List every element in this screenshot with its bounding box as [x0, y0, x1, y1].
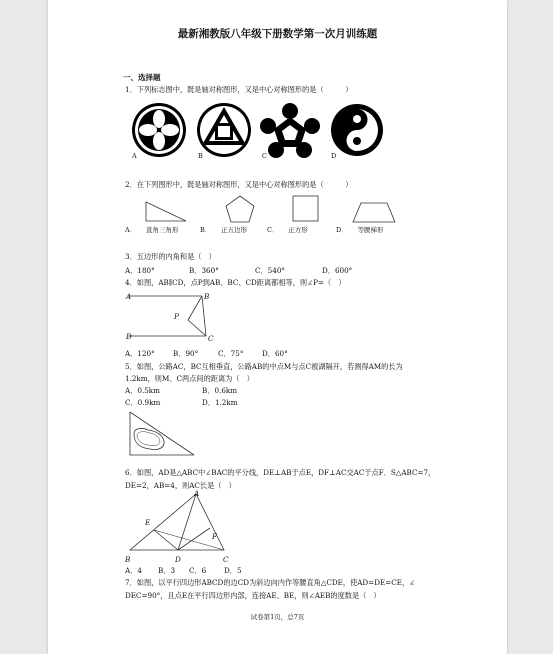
q1-stem: 1．下列标志图中，既是轴对称图形，又是中心对称图形的是（ ） [125, 85, 353, 94]
q1-label-b: B [198, 152, 203, 160]
q2-pentagon [224, 195, 256, 223]
q4-figure [126, 290, 216, 346]
q5-option-b: B．0.6km [202, 386, 238, 395]
q6-option-a: A．4 [125, 566, 142, 575]
q1-logo-c [261, 103, 319, 158]
q4-label-p: P [174, 312, 179, 321]
q3-option-d: D．600° [322, 266, 353, 275]
q2-option-c: C． 正方形 [267, 226, 308, 234]
q4-label-a: A [126, 292, 132, 301]
q5-option-c: C．0.9km [125, 398, 161, 407]
q6-label-e: E [145, 518, 151, 527]
page-footer: 试卷第1页，总7页 [250, 613, 305, 621]
q1-label-d: D [331, 152, 337, 160]
q1-logo-d [329, 103, 385, 158]
q3-option-c: C．540° [255, 266, 285, 275]
q2-square [292, 195, 320, 223]
q2-option-a: A． 直角三角形 [125, 226, 179, 234]
q2-isosceles-trapezoid [352, 202, 396, 224]
q4-label-b: B [204, 292, 210, 301]
q4-label-d: D [126, 332, 132, 341]
q6-figure [128, 489, 228, 556]
q6-label-d: D [175, 555, 181, 564]
q5-line-1: 5．如图，公路AC，BC互相垂直，公路AB的中点M与点C被湖隔开，若测得AM的长为 [125, 362, 403, 371]
q4-option-b: B．90° [173, 349, 199, 358]
q2-option-d: D． 等腰梯形 [336, 226, 384, 234]
q6-option-d: D．5 [224, 566, 242, 575]
document-page [48, 0, 507, 654]
q3-option-a: A．180° [125, 266, 155, 275]
q6-option-b: B．3 [158, 566, 176, 575]
q6-line-1: 6．如图，AD是△ABC中∠BAC的平分线，DE⊥AB于点E，DF⊥AC交AC于点F．S△ABC=7， [125, 468, 436, 477]
q2-stem: 2．在下列图形中，既是轴对称图形，又是中心对称图形的是（ ） [125, 180, 353, 189]
q6-label-b: B [125, 555, 131, 564]
q5-line-2: 1.2km，则M、C两点间的距离为（ ） [125, 374, 254, 383]
q1-label-c: C [262, 152, 267, 160]
q7-line-1: 7．如图，以平行四边形ABCD的边CD为斜边向内作等腰直角△CDE，使AD=DE=CE，∠ [125, 578, 416, 587]
q2-right-triangle [144, 200, 188, 224]
q3-stem: 3．五边形的内角和是（ ） [125, 252, 216, 261]
page-title: 最新湘教版八年级下册数学第一次月训练题 [177, 28, 378, 40]
q3-option-b: B．360° [189, 266, 219, 275]
q6-label-c: C [223, 555, 229, 564]
q6-option-c: C．6 [189, 566, 207, 575]
q1-logo-b [196, 103, 252, 158]
q4-stem: 4．如图，AB∥CD，点P到AB、BC、CD距离都相等，则∠P=（ ） [125, 278, 346, 287]
q5-option-d: D．1.2km [202, 398, 238, 407]
q6-label-f: F [212, 532, 217, 541]
q4-option-a: A．120° [125, 349, 155, 358]
q4-label-c: C [208, 334, 214, 343]
q6-label-a: A [194, 489, 200, 498]
q7-line-2: DEC=90°，且点E在平行四边形内部，连接AE、BE，则∠AEB的度数是（ ） [125, 591, 381, 600]
q4-option-c: C．75° [218, 349, 244, 358]
q5-option-a: A．0.5km [125, 386, 160, 395]
q4-option-d: D．60° [262, 349, 288, 358]
q5-figure [128, 410, 198, 458]
q2-option-b: B． 正五边形 [200, 226, 248, 234]
q1-logo-a [129, 103, 189, 158]
q6-line-2: DE=2，AB=4，则AC长是（ ） [125, 481, 236, 490]
section-heading: 一、选择题 [123, 73, 161, 82]
q1-label-a: A [132, 152, 137, 160]
